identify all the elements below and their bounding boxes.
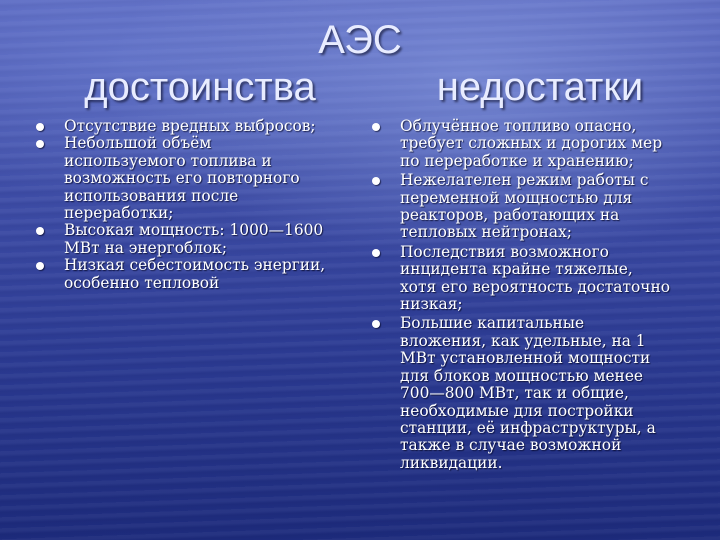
- list-item-text: Облучённое топливо опасно, требует сложных и дорогих мер по переработке и хранению;: [400, 117, 663, 170]
- list-item: [36, 222, 336, 257]
- disadvantages-heading: недостатки: [436, 65, 644, 109]
- list-item: [372, 172, 672, 242]
- bullet-icon: [36, 140, 44, 148]
- bullet-icon: [372, 177, 380, 185]
- advantages-heading: достоинства: [84, 65, 316, 109]
- list-item: [372, 244, 672, 314]
- bullet-icon: [372, 320, 380, 328]
- list-item-text: Нежелателен режим работы с переменной мощностью для реакторов, работающих на тепловых нейтронах;: [400, 171, 649, 242]
- list-item-text: Высокая мощность: 1000—1600 МВт на энергоблок;: [64, 221, 324, 257]
- bullet-icon: [36, 123, 44, 131]
- bullet-icon: [372, 249, 380, 257]
- list-item-text: Последствия возможного инцидента крайне тяжелые, хотя его вероятность достаточно низкая;: [400, 242, 670, 314]
- bullet-icon: [372, 123, 380, 131]
- bullet-icon: [36, 262, 44, 270]
- list-item-text: Большие капитальные вложения, как удельные, на 1 МВт установленной мощности для блоков мощностью менее 700—800 МВт, так и общие, необходимые для постройки станции, её инфраструктуры, а также в случае возможной ликвидации.: [400, 314, 656, 472]
- disadvantages-list: [372, 118, 672, 474]
- list-item: [36, 135, 336, 222]
- list-item: [372, 118, 672, 170]
- slide-title: АЭС: [318, 18, 402, 62]
- bullet-icon: [36, 227, 44, 235]
- advantages-list: [36, 118, 336, 292]
- list-item: [36, 118, 336, 135]
- list-item-text: Небольшой объём используемого топлива и возможность его повторного использования после переработки;: [64, 134, 300, 223]
- list-item: [372, 315, 672, 472]
- list-item-text: Низкая себестоимость энергии, особенно тепловой: [64, 256, 326, 292]
- list-item: [36, 257, 336, 292]
- list-item-text: Отсутствие вредных выбросов;: [64, 117, 316, 135]
